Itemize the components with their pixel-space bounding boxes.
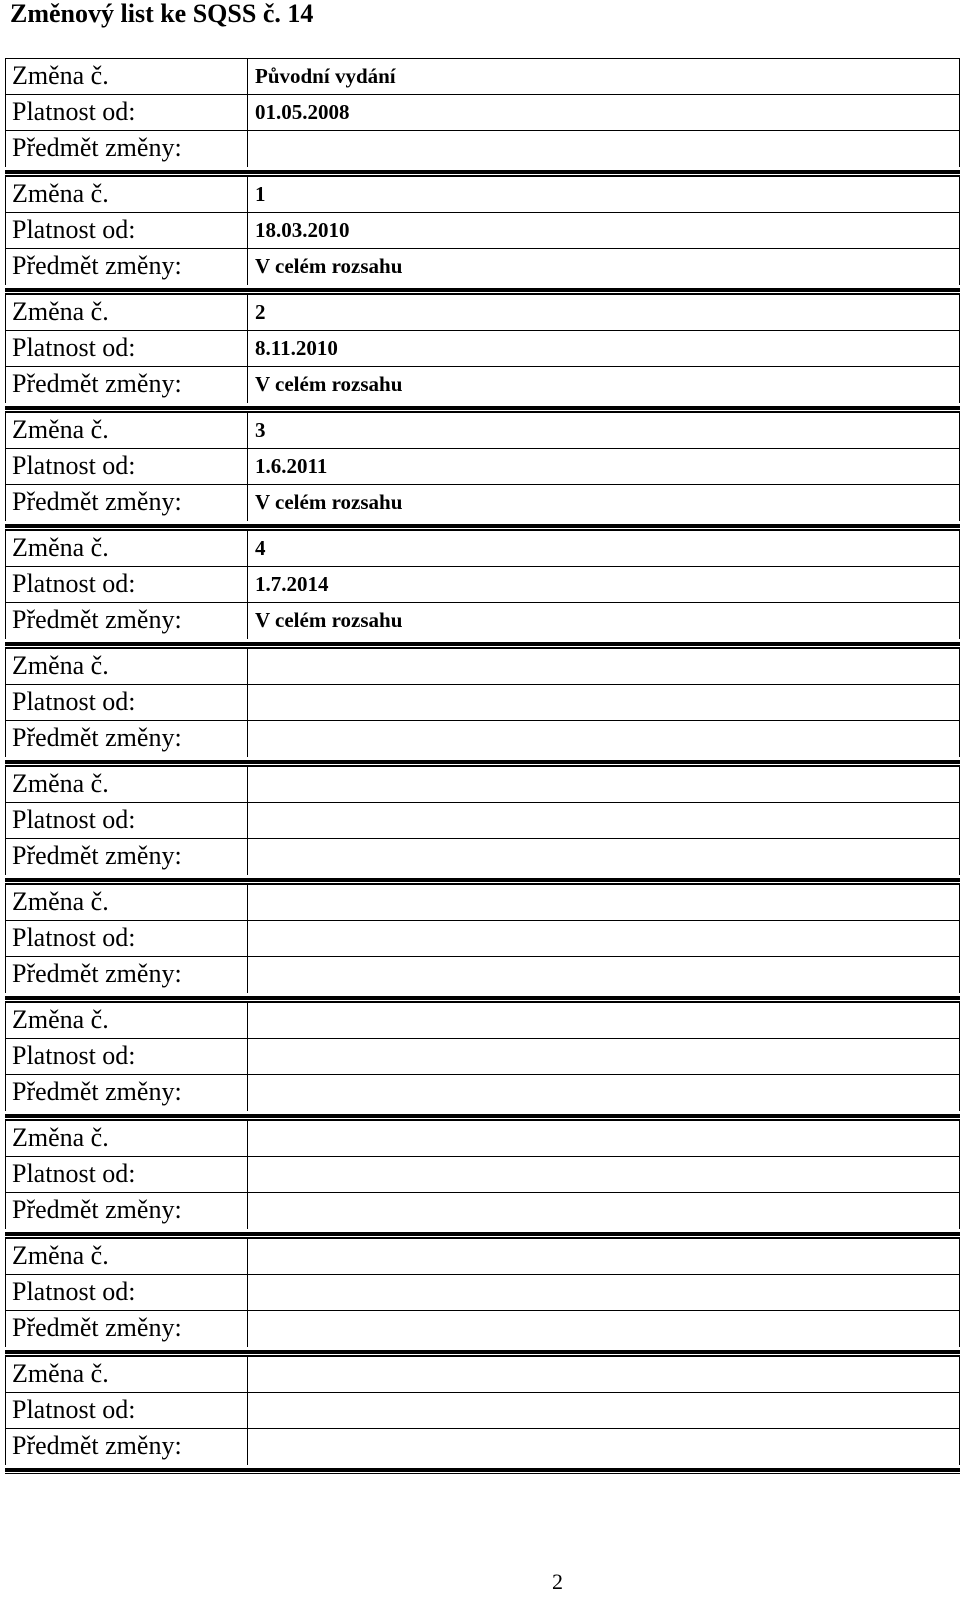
change-number-row bbox=[5, 177, 960, 213]
valid-from-label: Platnost od: bbox=[5, 803, 248, 838]
change-record bbox=[5, 58, 960, 176]
subject-value: V celém rozsahu bbox=[248, 485, 960, 521]
change-number-label: Změna č. bbox=[5, 1357, 248, 1392]
subject-row bbox=[5, 839, 960, 875]
subject-value bbox=[248, 131, 960, 167]
subject-value: V celém rozsahu bbox=[248, 603, 960, 639]
change-number-value: Původní vydání bbox=[248, 59, 960, 94]
valid-from-value bbox=[248, 685, 960, 720]
subject-row bbox=[5, 1193, 960, 1229]
subject-value: V celém rozsahu bbox=[248, 367, 960, 403]
subject-row bbox=[5, 1429, 960, 1465]
valid-from-label: Platnost od: bbox=[5, 213, 248, 248]
subject-label: Předmět změny: bbox=[5, 603, 248, 639]
change-record bbox=[5, 1120, 960, 1238]
change-number-label: Změna č. bbox=[5, 59, 248, 94]
change-record bbox=[5, 412, 960, 530]
subject-label: Předmět změny: bbox=[5, 1311, 248, 1347]
valid-from-row bbox=[5, 803, 960, 839]
change-number-value bbox=[248, 1003, 960, 1038]
change-record bbox=[5, 1238, 960, 1356]
change-number-row bbox=[5, 1357, 960, 1393]
valid-from-label: Platnost od: bbox=[5, 1157, 248, 1192]
valid-from-value: 01.05.2008 bbox=[248, 95, 960, 130]
change-number-row bbox=[5, 531, 960, 567]
subject-label: Předmět změny: bbox=[5, 839, 248, 875]
valid-from-label: Platnost od: bbox=[5, 921, 248, 956]
valid-from-row bbox=[5, 1275, 960, 1311]
subject-row bbox=[5, 1311, 960, 1347]
valid-from-value: 18.03.2010 bbox=[248, 213, 960, 248]
subject-row bbox=[5, 603, 960, 639]
change-number-label: Změna č. bbox=[5, 295, 248, 330]
change-number-row bbox=[5, 1003, 960, 1039]
valid-from-row bbox=[5, 213, 960, 249]
subject-value bbox=[248, 839, 960, 875]
valid-from-label: Platnost od: bbox=[5, 95, 248, 130]
change-number-label: Změna č. bbox=[5, 885, 248, 920]
subject-label: Předmět změny: bbox=[5, 721, 248, 757]
change-number-row bbox=[5, 1239, 960, 1275]
change-number-label: Změna č. bbox=[5, 1239, 248, 1274]
change-number-value bbox=[248, 1357, 960, 1392]
valid-from-row bbox=[5, 1157, 960, 1193]
change-record bbox=[5, 884, 960, 1002]
valid-from-row bbox=[5, 331, 960, 367]
subject-label: Předmět změny: bbox=[5, 1193, 248, 1229]
change-record bbox=[5, 648, 960, 766]
change-number-row bbox=[5, 767, 960, 803]
subject-label: Předmět změny: bbox=[5, 131, 248, 167]
valid-from-row bbox=[5, 449, 960, 485]
change-number-label: Změna č. bbox=[5, 177, 248, 212]
subject-row bbox=[5, 131, 960, 167]
change-number-label: Změna č. bbox=[5, 767, 248, 802]
change-number-row bbox=[5, 413, 960, 449]
subject-value bbox=[248, 1429, 960, 1465]
subject-row bbox=[5, 485, 960, 521]
valid-from-label: Platnost od: bbox=[5, 1393, 248, 1428]
valid-from-value: 8.11.2010 bbox=[248, 331, 960, 366]
valid-from-row bbox=[5, 95, 960, 131]
change-number-value bbox=[248, 885, 960, 920]
change-number-row bbox=[5, 885, 960, 921]
change-record bbox=[5, 530, 960, 648]
valid-from-value bbox=[248, 1393, 960, 1428]
subject-label: Předmět změny: bbox=[5, 1429, 248, 1465]
valid-from-row bbox=[5, 567, 960, 603]
change-number-label: Změna č. bbox=[5, 1003, 248, 1038]
valid-from-row bbox=[5, 1039, 960, 1075]
change-record bbox=[5, 1002, 960, 1120]
valid-from-label: Platnost od: bbox=[5, 1275, 248, 1310]
change-record bbox=[5, 1356, 960, 1474]
valid-from-value bbox=[248, 1157, 960, 1192]
document-title: Změnový list ke SQSS č. 14 bbox=[10, 0, 314, 28]
valid-from-label: Platnost od: bbox=[5, 331, 248, 366]
change-number-value bbox=[248, 1121, 960, 1156]
valid-from-label: Platnost od: bbox=[5, 567, 248, 602]
valid-from-row bbox=[5, 685, 960, 721]
change-number-row bbox=[5, 649, 960, 685]
valid-from-label: Platnost od: bbox=[5, 685, 248, 720]
valid-from-value bbox=[248, 1039, 960, 1074]
valid-from-row bbox=[5, 1393, 960, 1429]
subject-value bbox=[248, 957, 960, 993]
subject-label: Předmět změny: bbox=[5, 367, 248, 403]
subject-row bbox=[5, 1075, 960, 1111]
change-number-value: 3 bbox=[248, 413, 960, 448]
subject-row bbox=[5, 249, 960, 285]
change-number-label: Změna č. bbox=[5, 413, 248, 448]
subject-value bbox=[248, 1075, 960, 1111]
subject-label: Předmět změny: bbox=[5, 957, 248, 993]
valid-from-value: 1.6.2011 bbox=[248, 449, 960, 484]
subject-value bbox=[248, 721, 960, 757]
subject-label: Předmět změny: bbox=[5, 485, 248, 521]
subject-row bbox=[5, 367, 960, 403]
valid-from-label: Platnost od: bbox=[5, 449, 248, 484]
subject-label: Předmět změny: bbox=[5, 1075, 248, 1111]
change-record bbox=[5, 176, 960, 294]
change-number-value: 4 bbox=[248, 531, 960, 566]
change-number-value bbox=[248, 767, 960, 802]
change-number-label: Změna č. bbox=[5, 1121, 248, 1156]
page-number: 2 bbox=[552, 1569, 563, 1594]
change-number-label: Změna č. bbox=[5, 531, 248, 566]
subject-row bbox=[5, 957, 960, 993]
change-number-row bbox=[5, 59, 960, 95]
change-record bbox=[5, 294, 960, 412]
change-number-label: Změna č. bbox=[5, 649, 248, 684]
subject-label: Předmět změny: bbox=[5, 249, 248, 285]
subject-row bbox=[5, 721, 960, 757]
change-number-value bbox=[248, 1239, 960, 1274]
change-number-value: 1 bbox=[248, 177, 960, 212]
valid-from-value bbox=[248, 921, 960, 956]
subject-value: V celém rozsahu bbox=[248, 249, 960, 285]
change-number-row bbox=[5, 1121, 960, 1157]
change-record bbox=[5, 766, 960, 884]
subject-value bbox=[248, 1193, 960, 1229]
valid-from-label: Platnost od: bbox=[5, 1039, 248, 1074]
subject-value bbox=[248, 1311, 960, 1347]
valid-from-value: 1.7.2014 bbox=[248, 567, 960, 602]
change-log-table bbox=[5, 58, 960, 1474]
change-number-value bbox=[248, 649, 960, 684]
change-number-row bbox=[5, 295, 960, 331]
change-number-value: 2 bbox=[248, 295, 960, 330]
valid-from-row bbox=[5, 921, 960, 957]
valid-from-value bbox=[248, 803, 960, 838]
valid-from-value bbox=[248, 1275, 960, 1310]
